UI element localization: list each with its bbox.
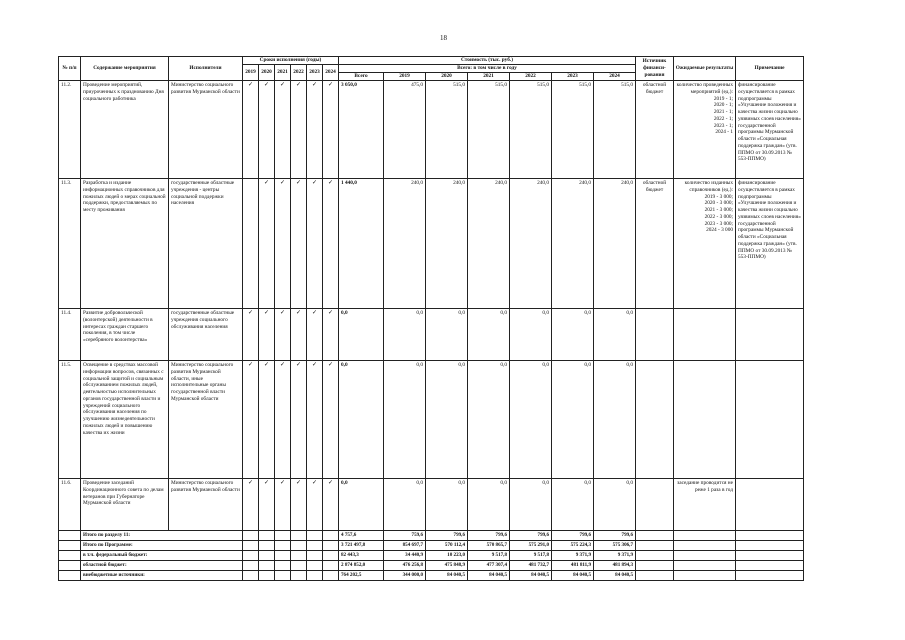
summary-term-cell [323, 541, 339, 551]
summary-empty-cell [736, 571, 804, 581]
summary-cost-year: 799,6 [468, 531, 510, 541]
row-cost-year: 240,0 [384, 179, 426, 309]
summary-empty-cell [636, 561, 674, 571]
summary-row [59, 531, 804, 541]
summary-cost-year: 799,6 [552, 531, 594, 541]
summary-label: в т.ч. федеральный бюджет: [81, 551, 243, 561]
row-number: 11.5. [59, 361, 81, 479]
summary-empty-cell [736, 531, 804, 541]
summary-empty-cell [636, 551, 674, 561]
row-cost-year: 0,0 [384, 361, 426, 479]
term-check-mark: ✓ [307, 81, 323, 179]
summary-empty-cell [59, 561, 81, 571]
header-term-year: 2023 [307, 65, 323, 81]
summary-term-cell [243, 551, 259, 561]
term-check-mark: ✓ [307, 179, 323, 309]
row-cost-total: 0,0 [339, 479, 384, 531]
table-row [59, 81, 804, 179]
term-check-mark: ✓ [259, 361, 275, 479]
summary-empty-cell [636, 571, 674, 581]
header-term-year: 2019 [243, 65, 259, 81]
term-check-mark: ✓ [291, 81, 307, 179]
row-notes: финансирование осуществляется в рамках подпрограммы «Улучшение положения и качества жизни социально уязвимых слоев населения» государственной программы Мурманской области «Социальная поддержка граждан» (утв. ППМО от 30.09.2013 № 553-ППМО) [736, 81, 804, 179]
row-cost-year: 515,0 [552, 81, 594, 179]
summary-cost-year: 9 371,9 [594, 551, 636, 561]
header-term-year: 2022 [291, 65, 307, 81]
header-cost: Стоимость (тыс. руб.) [339, 57, 636, 65]
term-check-mark: ✓ [243, 81, 259, 179]
summary-term-cell [323, 561, 339, 571]
row-cost-total: 3 050,0 [339, 81, 384, 179]
summary-empty-cell [674, 541, 736, 551]
row-cost-year: 0,0 [468, 479, 510, 531]
term-check-mark: ✓ [323, 309, 339, 361]
term-check-mark: ✓ [275, 81, 291, 179]
row-cost-year: 0,0 [552, 361, 594, 479]
term-check-mark: ✓ [307, 309, 323, 361]
header-term-year: 2021 [275, 65, 291, 81]
header-results: Ожидаемые результаты [674, 57, 736, 81]
header-content: Содержание мероприятия [81, 57, 169, 81]
summary-term-cell [243, 531, 259, 541]
term-check-mark: ✓ [323, 479, 339, 531]
header-term-year: 2024 [323, 65, 339, 81]
row-source: областной бюджет [636, 81, 674, 179]
summary-term-cell [291, 571, 307, 581]
term-check-mark: ✓ [291, 479, 307, 531]
summary-label: Итого по Программе: [81, 541, 243, 551]
summary-term-cell [291, 541, 307, 551]
row-notes [736, 361, 804, 479]
row-cost-year: 515,0 [468, 81, 510, 179]
summary-term-cell [275, 561, 291, 571]
summary-term-cell [275, 571, 291, 581]
summary-cost-year: 570 865,7 [468, 541, 510, 551]
row-cost-year: 240,0 [468, 179, 510, 309]
term-check-mark: ✓ [243, 309, 259, 361]
summary-row [59, 561, 804, 571]
row-cost-year: 240,0 [510, 179, 552, 309]
summary-cost-year: 477 307,4 [468, 561, 510, 571]
term-check-mark: ✓ [275, 479, 291, 531]
term-check-mark: ✓ [259, 479, 275, 531]
table-row [59, 361, 804, 479]
summary-cost-year: 10 223,0 [426, 551, 468, 561]
row-cost-year: 0,0 [468, 309, 510, 361]
term-check-mark: ✓ [243, 361, 259, 479]
row-cost-total: 0,0 [339, 361, 384, 479]
row-cost-year: 515,0 [594, 81, 636, 179]
row-cost-year: 0,0 [510, 479, 552, 531]
row-cost-year: 515,0 [426, 81, 468, 179]
summary-cost-year: 575 224,3 [552, 541, 594, 551]
row-results: количество проведенных мероприятий (ед.): 2019 - 1; 2020 - 1; 2021 - 1; 2022 - 1; 2023 - 1; 2024 - 1 [674, 81, 736, 179]
row-cost-year: 0,0 [594, 361, 636, 479]
summary-term-cell [307, 531, 323, 541]
summary-cost-year: 481 811,9 [552, 561, 594, 571]
summary-term-cell [259, 571, 275, 581]
table-row [59, 479, 804, 531]
summary-cost-year: 759,6 [384, 531, 426, 541]
header-cost-total: Всего [339, 73, 384, 81]
summary-term-cell [307, 541, 323, 551]
row-number: 11.6. [59, 479, 81, 531]
summary-term-cell [323, 551, 339, 561]
summary-term-cell [307, 551, 323, 561]
summary-term-cell [307, 561, 323, 571]
header-cost-year: 2021 [468, 73, 510, 81]
summary-cost-year: 481 732,7 [510, 561, 552, 571]
summary-term-cell [323, 531, 339, 541]
row-cost-year: 0,0 [510, 361, 552, 479]
summary-empty-cell [59, 541, 81, 551]
summary-term-cell [291, 531, 307, 541]
summary-term-cell [243, 561, 259, 571]
row-cost-year: 0,0 [468, 361, 510, 479]
row-cost-year: 240,0 [552, 179, 594, 309]
header-source: Источник финанси-рования [636, 57, 674, 81]
summary-total: 3 721 497,8 [339, 541, 384, 551]
summary-cost-year: 799,6 [426, 531, 468, 541]
row-source [636, 361, 674, 479]
row-cost-year: 0,0 [594, 479, 636, 531]
row-cost-year: 0,0 [384, 309, 426, 361]
summary-term-cell [275, 551, 291, 561]
header-cost-year: 2020 [426, 73, 468, 81]
summary-term-cell [307, 571, 323, 581]
page-number: 18 [440, 34, 447, 42]
summary-cost-year: 575 291,0 [510, 541, 552, 551]
row-cost-year: 515,0 [510, 81, 552, 179]
term-check-mark: ✓ [275, 309, 291, 361]
term-check-mark: ✓ [323, 179, 339, 309]
row-cost-year: 240,0 [426, 179, 468, 309]
summary-cost-year: 84 040,5 [426, 571, 468, 581]
term-check-mark: ✓ [243, 479, 259, 531]
term-check-mark [243, 179, 259, 309]
summary-term-cell [259, 531, 275, 541]
summary-cost-year: 799,6 [510, 531, 552, 541]
term-check-mark: ✓ [259, 179, 275, 309]
summary-cost-year: 799,6 [594, 531, 636, 541]
row-cost-year: 240,0 [594, 179, 636, 309]
row-source: областной бюджет [636, 179, 674, 309]
row-cost-total: 0,0 [339, 309, 384, 361]
summary-term-cell [259, 541, 275, 551]
summary-cost-year: 84 040,5 [468, 571, 510, 581]
term-check-mark: ✓ [259, 81, 275, 179]
program-table [58, 56, 804, 581]
summary-cost-year: 34 440,9 [384, 551, 426, 561]
header-cost-year: 2022 [510, 73, 552, 81]
row-results: заседание проводится не реже 1 раза в год [674, 479, 736, 531]
summary-cost-year: 575 306,7 [594, 541, 636, 551]
row-results [674, 309, 736, 361]
row-number: 11.3. [59, 179, 81, 309]
summary-empty-cell [636, 541, 674, 551]
summary-row [59, 571, 804, 581]
row-content: Освещение в средствах массовой информации вопросов, связанных с социальной защитой и социальным обслуживанием пожилых людей, деятельностью исполнительных органов государственной власти и учреждений социального обслуживания населения по улучшению жизнедеятельности пожилых людей и повышению качества их жизни [81, 361, 169, 479]
summary-label: областной бюджет: [81, 561, 243, 571]
row-content: Разработка и издание информационных справочников для пожилых людей о мерах социальной поддержки, предоставляемых по месту проживания [81, 179, 169, 309]
summary-empty-cell [736, 551, 804, 561]
row-number: 11.4. [59, 309, 81, 361]
summary-cost-year: 476 256,8 [384, 561, 426, 571]
row-executors: государственные областные учреждения - центры социальной поддержки населения [169, 179, 243, 309]
row-cost-total: 1 440,0 [339, 179, 384, 309]
term-check-mark: ✓ [307, 479, 323, 531]
summary-cost-year: 9 517,8 [468, 551, 510, 561]
summary-empty-cell [59, 551, 81, 561]
summary-empty-cell [674, 561, 736, 571]
summary-cost-year: 475 848,9 [426, 561, 468, 571]
row-results [674, 361, 736, 479]
summary-term-cell [275, 531, 291, 541]
summary-total: 764 202,5 [339, 571, 384, 581]
summary-term-cell [243, 571, 259, 581]
header-executors: Исполнители [169, 57, 243, 81]
header-cost-sub: Всего: в том числе в году [339, 65, 636, 73]
summary-term-cell [275, 541, 291, 551]
summary-term-cell [291, 551, 307, 561]
term-check-mark: ✓ [275, 179, 291, 309]
row-notes [736, 309, 804, 361]
header-num: № п/п [59, 57, 81, 81]
row-source [636, 479, 674, 531]
term-check-mark: ✓ [307, 361, 323, 479]
summary-term-cell [259, 551, 275, 561]
summary-empty-cell [736, 541, 804, 551]
summary-empty-cell [736, 561, 804, 571]
summary-cost-year: 84 040,5 [552, 571, 594, 581]
term-check-mark: ✓ [259, 309, 275, 361]
header-terms: Сроки исполнения (годы) [243, 57, 339, 65]
summary-row [59, 541, 804, 551]
summary-cost-year: 344 000,0 [384, 571, 426, 581]
term-check-mark: ✓ [323, 81, 339, 179]
row-content: Развитие добровольческой (волонтерской) деятельности в интересах граждан старшего поколения, в том числе «серебряного волонтерства» [81, 309, 169, 361]
summary-term-cell [259, 561, 275, 571]
row-executors: государственные областные учреждения социального обслуживания населения [169, 309, 243, 361]
row-executors: Министерство социального развития Мурманской области, иные исполнительные органы государственной власти Мурманской области [169, 361, 243, 479]
row-cost-year: 0,0 [510, 309, 552, 361]
summary-total: 2 874 852,0 [339, 561, 384, 571]
row-cost-year: 0,0 [552, 479, 594, 531]
row-content: Проведение мероприятий, приуроченных к празднованию Дня социального работника [81, 81, 169, 179]
term-check-mark: ✓ [275, 361, 291, 479]
row-cost-year: 0,0 [426, 479, 468, 531]
summary-cost-year: 9 371,9 [552, 551, 594, 561]
row-executors: Министерство социального развития Мурманской области [169, 479, 243, 531]
row-cost-year: 0,0 [594, 309, 636, 361]
summary-term-cell [243, 541, 259, 551]
row-results: количество изданных справочников (ед.): 2019 - 3 000; 2020 - 3 000; 2021 - 3 000; 2022 - 3 000; 2023 - 3 000; 2024 - 3 000 [674, 179, 736, 309]
table-row [59, 179, 804, 309]
row-source [636, 309, 674, 361]
header-term-year: 2020 [259, 65, 275, 81]
summary-empty-cell [636, 531, 674, 541]
summary-cost-year: 854 697,7 [384, 541, 426, 551]
header-cost-year: 2023 [552, 73, 594, 81]
header-notes: Примечание [736, 57, 804, 81]
term-check-mark: ✓ [291, 179, 307, 309]
row-cost-year: 0,0 [426, 309, 468, 361]
row-content: Проведение заседаний Координационного совета по делам ветеранов при Губернаторе Мурманской области [81, 479, 169, 531]
summary-label: Итого по разделу 11: [81, 531, 243, 541]
row-cost-year: 0,0 [384, 479, 426, 531]
header-cost-year: 2019 [384, 73, 426, 81]
summary-row [59, 551, 804, 561]
summary-empty-cell [59, 571, 81, 581]
term-check-mark: ✓ [323, 361, 339, 479]
summary-total: 4 757,6 [339, 531, 384, 541]
table-row [59, 309, 804, 361]
row-executors: Министерство социального развития Мурманской области [169, 81, 243, 179]
row-cost-year: 475,0 [384, 81, 426, 179]
summary-cost-year: 481 894,3 [594, 561, 636, 571]
term-check-mark: ✓ [291, 361, 307, 479]
summary-cost-year: 570 112,4 [426, 541, 468, 551]
summary-label: внебюджетные источники: [81, 571, 243, 581]
header-cost-year: 2024 [594, 73, 636, 81]
term-check-mark: ✓ [291, 309, 307, 361]
row-cost-year: 0,0 [426, 361, 468, 479]
summary-empty-cell [674, 531, 736, 541]
summary-term-cell [323, 571, 339, 581]
summary-cost-year: 9 517,8 [510, 551, 552, 561]
summary-term-cell [291, 561, 307, 571]
row-notes [736, 479, 804, 531]
summary-total: 82 443,3 [339, 551, 384, 561]
summary-cost-year: 84 040,5 [594, 571, 636, 581]
summary-cost-year: 84 040,5 [510, 571, 552, 581]
row-number: 11.2. [59, 81, 81, 179]
row-cost-year: 0,0 [552, 309, 594, 361]
row-notes: финансирование осуществляется в рамках подпрограммы «Улучшение положения и качества жизни социально уязвимых слоев населения» государственной программы Мурманской области «Социальная поддержка граждан» (утв. ППМО от 30.09.2013 № 553-ППМО) [736, 179, 804, 309]
summary-empty-cell [674, 551, 736, 561]
summary-empty-cell [674, 571, 736, 581]
summary-empty-cell [59, 531, 81, 541]
